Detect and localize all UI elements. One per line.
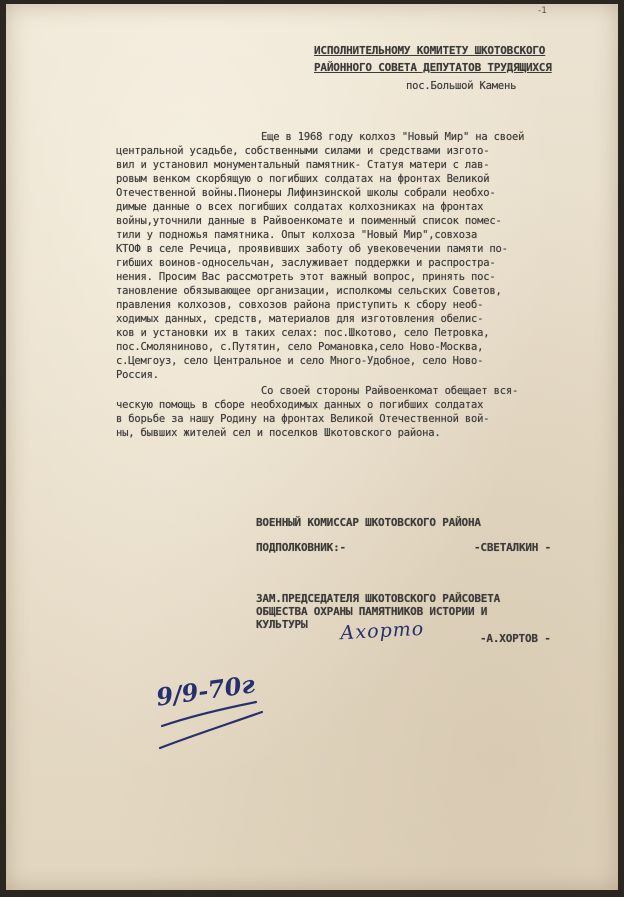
body-line: ходимых данных, средств, материалов для изготовления обелис-	[116, 313, 484, 325]
signer2-title-line-1: ЗАМ.ПРЕДСЕДАТЕЛЯ ШКОТОВСКОГО РАЙСОВЕТА	[256, 592, 501, 605]
body-line: Еще в 1968 году колхоз "Новый Мир" на своей	[261, 131, 525, 143]
body-line: тили у подножья памятника. Опыт колхоза "Новый Мир",совхоза	[116, 229, 478, 241]
body-line: тановление обязывающее организации, исполкомы сельских Советов,	[116, 285, 502, 297]
body-line: правления колхозов, совхозов района приступить к сбору необ-	[116, 299, 484, 311]
body-line: ны, бывших жителей сел и поселков Шкотовского района.	[116, 427, 441, 439]
signer2-title-line-3: КУЛЬТУРЫ	[256, 618, 308, 631]
addressee-line-1: ИСПОЛНИТЕЛЬНОМУ КОМИТЕТУ ШКОТОВСКОГО	[314, 44, 546, 57]
signer1-title: ВОЕННЫЙ КОМИССАР ШКОТОВСКОГО РАЙОНА	[256, 516, 481, 529]
handwritten-date: 9/9-70г	[154, 669, 257, 712]
document-page	[6, 4, 618, 890]
place-line: пос.Большой Камень	[406, 80, 517, 92]
body-line: в борьбе за нашу Родину на фронтах Великой Отечественной вой-	[116, 413, 490, 425]
handwritten-signature: Ахорто	[339, 617, 425, 645]
body-line: димые данные о всех погибших солдатах колхозниках на фронтах	[116, 201, 484, 213]
signer2-name: -А.ХОРТОВ -	[480, 632, 551, 645]
body-line: Россия.	[116, 369, 159, 381]
body-line: ков и установки их в таких селах: пос.Шкотово, село Петровка,	[116, 327, 490, 339]
body-line: нения. Просим Вас рассмотреть этот важный вопрос, принять пос-	[116, 271, 496, 283]
body-line: вил и установил монументальный памятник- Статуя матери с лав-	[116, 159, 490, 171]
body-line: ческую помощь в сборе необходимых данных о погибших солдатах	[116, 399, 484, 411]
signer1-name: -СВЕТАЛКИН -	[474, 541, 552, 554]
body-line: пос.Смоляниново, с.Путятин, село Романовка,село Ново-Москва,	[116, 341, 484, 353]
handwritten-underline-strokes	[156, 698, 266, 758]
body-line: КТОФ в селе Речица, проявивших заботу об увековечении памяти по-	[116, 243, 508, 255]
body-line: Со своей стороны Райвоенкомат обещает вся-	[261, 385, 519, 397]
body-line: Отечественной войны.Пионеры Лифинзинской школы собрали необхо-	[116, 187, 496, 199]
body-line: центральной усадьбе, собственными силами и средствами изгото-	[116, 145, 490, 157]
signer1-rank: ПОДПОЛКОВНИК:-	[256, 541, 346, 554]
signer2-title-line-2: ОБЩЕСТВА ОХРАНЫ ПАМЯТНИКОВ ИСТОРИИ И	[256, 605, 488, 618]
edge-mark: -1	[538, 6, 547, 16]
addressee-line-2: РАЙОННОГО СОВЕТА ДЕПУТАТОВ ТРУДЯЩИХСЯ	[314, 61, 552, 74]
body-line: гибших воинов-односельчан, заслуживает поддержки и распростра-	[116, 257, 496, 269]
body-line: с.Цемгоуз, село Центральное и село Много-Удобное, село Ново-	[116, 355, 484, 367]
body-line: ровым венком скорбящую о погибших солдатах на фронтах Великой	[116, 173, 490, 185]
body-line: войны,уточнили данные в Райвоенкомате и поименный список помес-	[116, 215, 502, 227]
